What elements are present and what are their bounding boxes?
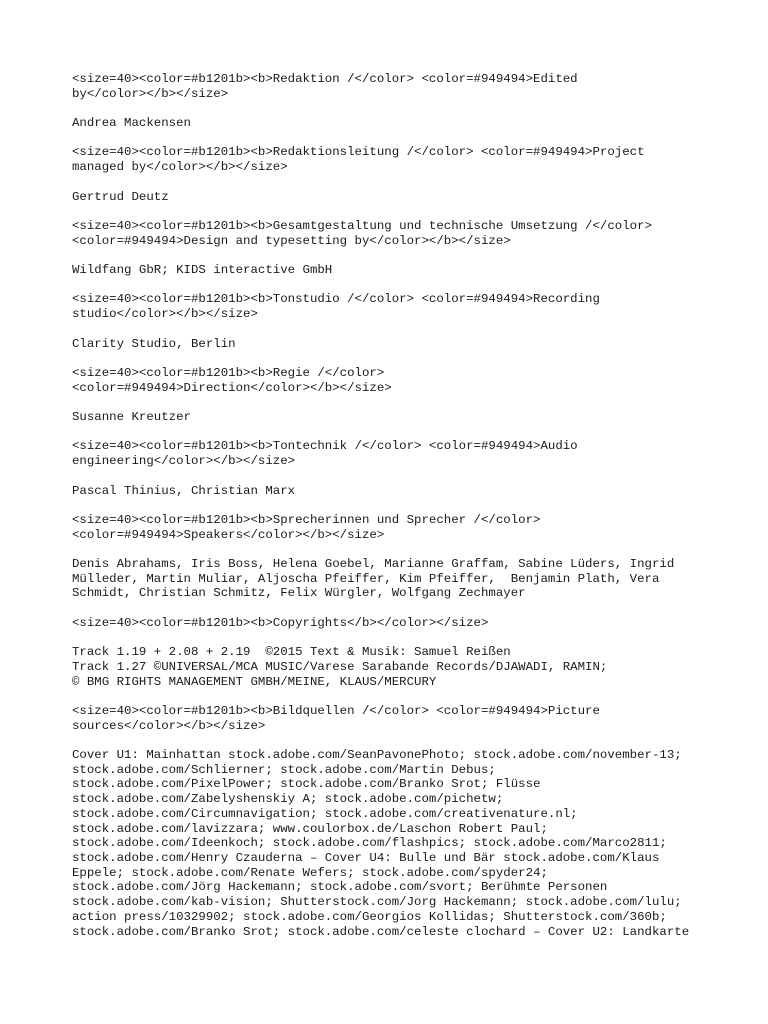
text-paragraph (72, 704, 712, 733)
text-paragraph (72, 410, 712, 425)
text-line: Eppele; stock.adobe.com/Renate Wefers; stock.adobe.com/spyder24; (72, 865, 548, 880)
text-line: engineering</color></b></size> (72, 454, 296, 469)
text-paragraph (72, 219, 712, 248)
text-paragraph (72, 645, 712, 689)
text-line: <size=40><color=#b1201b><b>Tontechnik /</color> <color=#949494>Audio (72, 439, 578, 454)
text-line: Andrea Mackensen (72, 116, 191, 131)
text-line: stock.adobe.com/kab-vision; Shutterstock.com/Jorg Hackemann; stock.adobe.com/lulu; (72, 895, 682, 910)
text-line: stock.adobe.com/Henry Czauderna – Cover U4: Bulle und Bär stock.adobe.com/Klaus (72, 851, 660, 865)
document-page (72, 72, 712, 954)
text-line: <size=40><color=#b1201b><b>Sprecherinnen und Sprecher /</color> (72, 512, 541, 527)
text-line: <size=40><color=#b1201b><b>Redaktion /</color> <color=#949494>Edited (72, 72, 578, 86)
text-line: <size=40><color=#b1201b><b>Copyrights</b></color></size> (72, 615, 489, 630)
text-line: stock.adobe.com/Circumnavigation; stock.adobe.com/creativenature.nl; (72, 806, 578, 821)
text-line: stock.adobe.com/Branko Srot; stock.adobe.com/celeste clochard – Cover U2: Landkarte (72, 924, 690, 939)
text-line: stock.adobe.com/PixelPower; stock.adobe.com/Branko Srot; Flüsse (72, 777, 541, 792)
text-paragraph (72, 366, 712, 395)
text-line: action press/10329902; stock.adobe.com/Georgios Kollidas; Shutterstock.com/360b; (72, 909, 667, 924)
text-line: Denis Abrahams, Iris Boss, Helena Goebel, Marianne Graffam, Sabine Lüders, Ingrid (72, 557, 675, 571)
text-line: stock.adobe.com/lavizzara; www.coulorbox.de/Laschon Robert Paul; (72, 821, 548, 836)
text-line: by</color></b></size> (72, 86, 229, 101)
text-line: Track 1.27 ©UNIVERSAL/MCA MUSIC/Varese Sarabande Records/DJAWADI, RAMIN; (72, 659, 608, 674)
text-line: Track 1.19 + 2.08 + 2.19 ©2015 Text & Musik: Samuel Reißen (72, 645, 511, 660)
text-paragraph (72, 145, 712, 174)
text-line: stock.adobe.com/Schlierner; stock.adobe.com/Martin Debus; (72, 762, 496, 777)
text-paragraph (72, 748, 712, 939)
text-line: <size=40><color=#b1201b><b>Gesamtgestaltung und technische Umsetzung /</color> (72, 218, 652, 233)
text-line: Cover U1: Mainhattan stock.adobe.com/SeanPavonePhoto; stock.adobe.com/november-13; (72, 748, 682, 763)
text-line: managed by</color></b></size> (72, 160, 288, 175)
text-paragraph (72, 292, 712, 321)
text-paragraph (72, 484, 712, 499)
text-line: stock.adobe.com/Zabelyshenskiy A; stock.adobe.com/pichetw; (72, 792, 504, 807)
text-paragraph (72, 557, 712, 601)
text-line: Susanne Kreutzer (72, 410, 191, 425)
text-paragraph (72, 616, 712, 631)
text-line: Wildfang GbR; KIDS interactive GmbH (72, 263, 333, 278)
text-paragraph (72, 190, 712, 205)
text-paragraph (72, 337, 712, 352)
text-line: studio</color></b></size> (72, 307, 258, 322)
text-line: Gertrud Deutz (72, 189, 169, 204)
text-line: <size=40><color=#b1201b><b>Redaktionsleitung /</color> <color=#949494>Project (72, 145, 645, 160)
text-line: Pascal Thinius, Christian Marx (72, 483, 296, 498)
text-line: <size=40><color=#b1201b><b>Bildquellen /</color> <color=#949494>Picture (72, 703, 600, 718)
text-line: <color=#949494>Speakers</color></b></size> (72, 527, 385, 542)
text-line: Schmidt, Christian Schmitz, Felix Würgler, Wolfgang Zechmayer (72, 586, 526, 601)
text-paragraph (72, 72, 712, 101)
text-line: <size=40><color=#b1201b><b>Tonstudio /</color> <color=#949494>Recording (72, 292, 600, 307)
text-line: stock.adobe.com/Jörg Hackemann; stock.adobe.com/svort; Berühmte Personen (72, 880, 608, 895)
text-paragraph (72, 439, 712, 468)
text-line: <color=#949494>Design and typesetting by</color></b></size> (72, 233, 511, 248)
text-paragraph (72, 116, 712, 131)
text-paragraph (72, 513, 712, 542)
text-line: stock.adobe.com/Ideenkoch; stock.adobe.com/flashpics; stock.adobe.com/Marco2811; (72, 836, 667, 851)
text-line: <color=#949494>Direction</color></b></size> (72, 380, 392, 395)
text-line: sources</color></b></size> (72, 718, 266, 733)
text-line: Clarity Studio, Berlin (72, 336, 236, 351)
text-line: © BMG RIGHTS MANAGEMENT GMBH/MEINE, KLAUS/MERCURY (72, 674, 437, 689)
text-paragraph (72, 263, 712, 278)
text-line: <size=40><color=#b1201b><b>Regie /</color> (72, 365, 385, 380)
text-line: Mülleder, Martin Muliar, Aljoscha Pfeiffer, Kim Pfeiffer, Benjamin Plath, Vera (72, 571, 660, 586)
